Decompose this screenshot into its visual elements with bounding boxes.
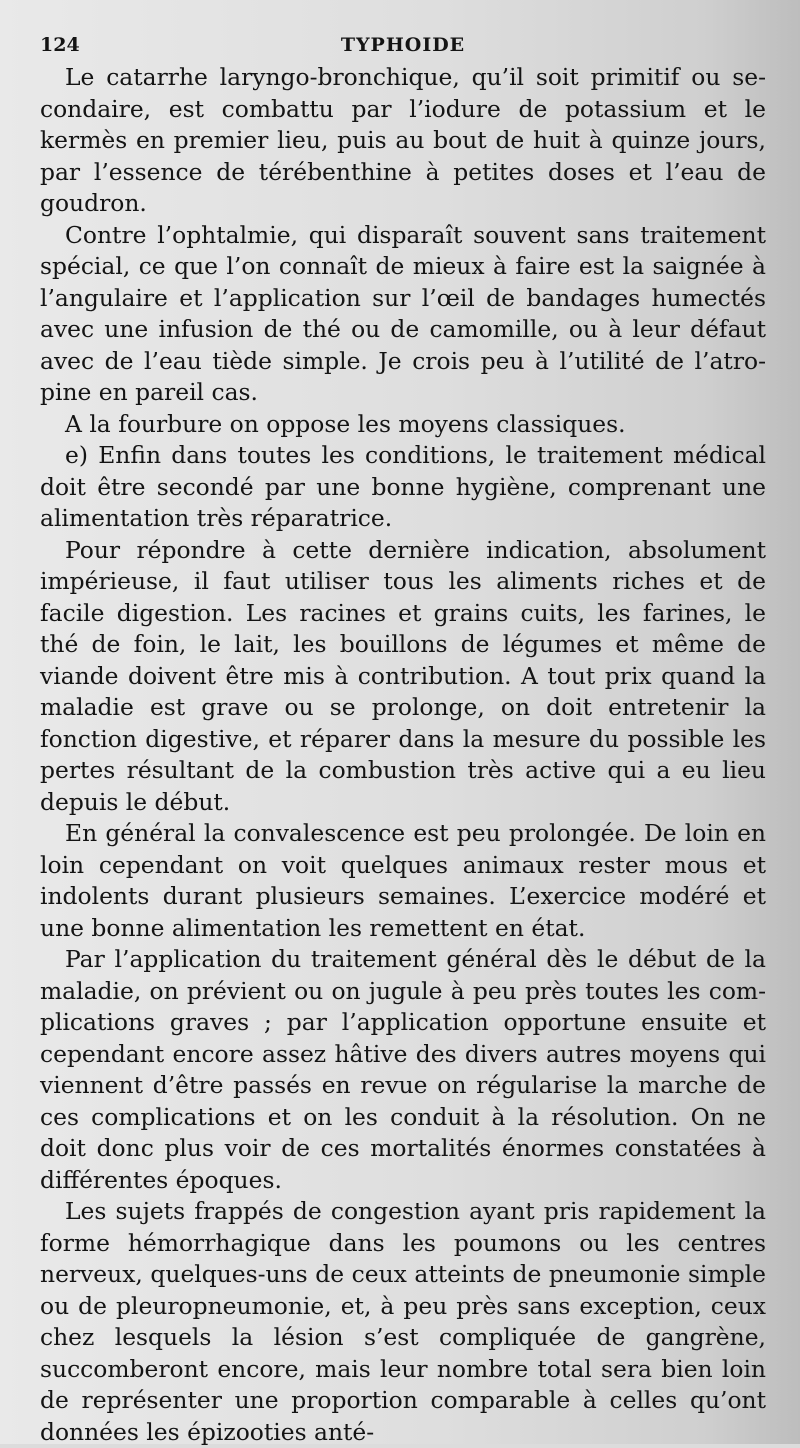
paragraph-convalescence: En général la convalescence est peu prolongée. De loin en loin cependant on voit quelques animaux rester mous et indolents durant plusieurs semaines. L’exercice modéré et une bonne alimentation les remettent en état.	[40, 819, 766, 942]
page-number: 124	[40, 34, 80, 56]
paragraph-alimentation: Pour répondre à cette dernière indication, absolument impérieuse, il faut utiliser tous les aliments riches et de facile digestion. Les racines et grains cuits, les farines, le thé de foin, le lait, les bouillons de légumes et même de viande doivent être mis à contribution. A tout prix quand la maladie est grave ou se prolonge, on doit entretenir la fonction digestive, et réparer dans la mesure du possible les pertes résultant de la combustion très active qui a eu lieu depuis le début.	[40, 535, 766, 816]
paragraph-catarrhe: Le catarrhe laryngo-bronchique, qu’il soit primitif ou secondaire, est combattu par l’iodure de potassium et le kermès en premier lieu, puis au bout de huit à quinze jours, par l’essence de térébenthine à petites doses et l’eau de goudron.	[40, 63, 766, 217]
running-title: TYPHOIDE	[340, 34, 466, 56]
paragraph-mortalite: Les sujets frappés de congestion ayant pris rapidement la forme hémorrhagique dans les poumons ou les centres nerveux, quelques-uns de ceux atteints de pneumonie simple ou de pleuropneumonie, et, à peu près sans exception, ceux chez lesquels la lésion s’est compliquée de gangrène, succomberont encore, mais leur nombre total sera bien loin de représenter une proportion comparable à celles qu’ont données les épizooties anté-	[40, 1197, 766, 1446]
page-header	[40, 32, 766, 62]
paragraph-fourbure: A la fourbure on oppose les moyens classiques.	[65, 409, 626, 438]
body-text	[40, 62, 766, 1448]
paragraph-ophtalmie: Contre l’ophtalmie, qui disparaît souvent sans traitement spécial, ce que l’on connaît de mieux à faire est la saignée à l’angulaire et l’application sur l’œil de bandages humectés avec une infusion de thé ou de camomille, ou à leur défaut avec de l’eau tiède simple. Je crois peu à l’utilité de l’atropine en pareil cas.	[40, 220, 766, 406]
paragraph-complications: Par l’application du traitement général dès le début de la maladie, on prévient ou on jugule à peu près toutes les complications graves ; par l’application opportune ensuite et cependant encore assez hâtive des divers autres moyens qui viennent d’être passés en revue on régularise la marche de ces complications et on les conduit à la résolution. On ne doit donc plus voir de ces mortalités énormes constatées à différentes époques.	[40, 945, 766, 1194]
paragraph-hygiene: e) Enfin dans toutes les conditions, le traitement médical doit être secondé par une bonne hygiène, comprenant une alimentation très réparatrice.	[40, 441, 766, 532]
